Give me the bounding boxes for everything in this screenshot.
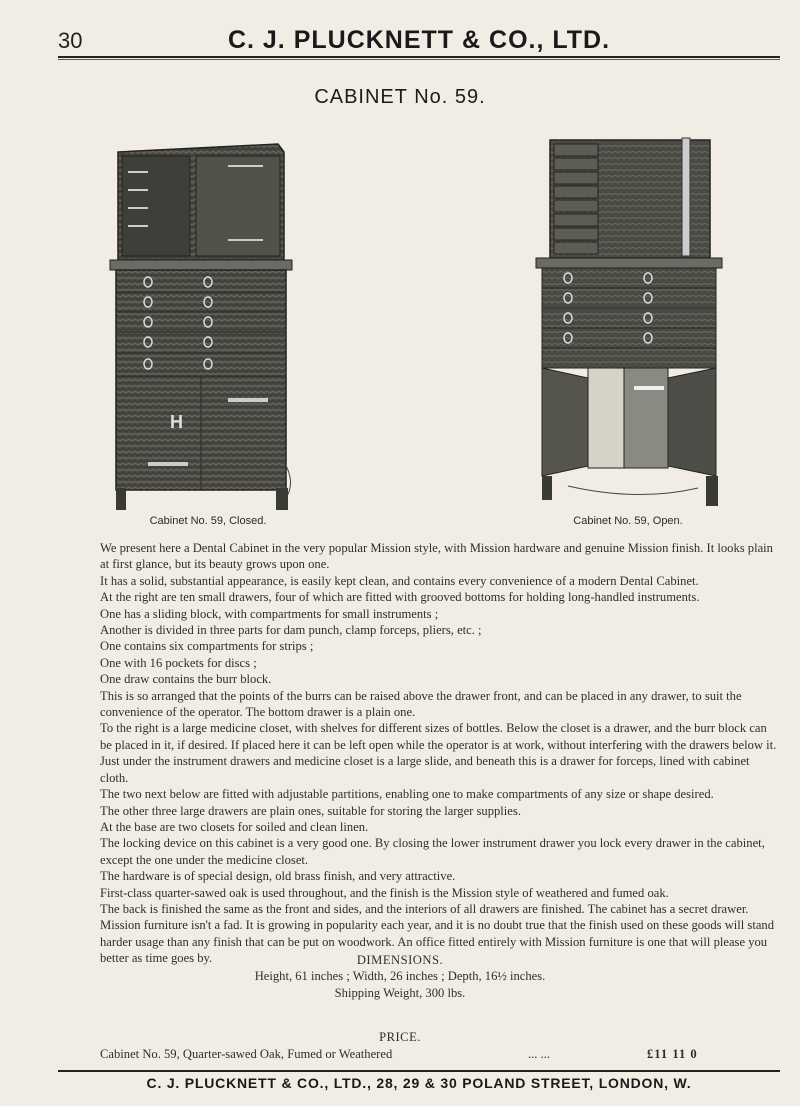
dimensions-line: Height, 61 inches ; Width, 26 inches ; Depth, 16½ inches.: [254, 969, 546, 984]
paragraph: Mission furniture isn't a fad. It is growing in popularity each year, and it is no doubt true that the finish used on these goods will stand harder usage than any finish that can be put on woodwork. An office fitted entirely with Mission furniture is one that will please you better as time goes by.: [100, 918, 775, 966]
paragraph: The locking device on this cabinet is a very good one. By closing the lower instrument drawer you lock every drawer in the cabinet, except the one under the medicine closet.: [100, 836, 765, 867]
dimensions-heading: DIMENSIONS.: [356, 953, 444, 967]
price-heading: PRICE.: [379, 1030, 421, 1044]
paragraph: At the right are ten small drawers, four of which are fitted with grooved bottoms for holding long-handled instruments.: [100, 590, 700, 605]
section-title: CABINET No. 59.: [314, 86, 486, 108]
paragraph: One contains six compartments for strips ;: [100, 639, 314, 654]
paragraph: First-class quarter-sawed oak is used throughout, and the finish is the Mission style of weathered and fumed oak.: [100, 885, 669, 900]
paragraph: One draw contains the burr block.: [100, 672, 272, 687]
paragraph: One has a sliding block, with compartments for small instruments ;: [100, 606, 439, 621]
footer-address: C. J. PLUCKNETT & CO., LTD., 28, 29 & 30 POLAND STREET, LONDON, W.: [146, 1075, 692, 1091]
paragraph: The back is finished the same as the front and sides, and the interiors of all drawers are finished. The cabinet has a secret drawer.: [100, 901, 749, 916]
price-item: Cabinet No. 59, Quarter-sawed Oak, Fumed or Weathered: [100, 1047, 393, 1061]
price-amount: £11 11 0: [647, 1047, 698, 1061]
paragraph: This is so arranged that the points of the burrs can be raised above the drawer front, and can be placed in any drawer, to suit the convenience of the operator. The bottom drawer is a plain one.: [100, 688, 742, 720]
cabinet-closed-illustration: [108, 132, 308, 512]
footer-rule: [58, 1070, 780, 1072]
paragraph: The other three large drawers are plain ones, suitable for storing the larger supplies.: [100, 803, 521, 818]
page-header: [58, 26, 780, 56]
figure-caption-closed: Cabinet No. 59, Closed.: [149, 515, 267, 527]
shipping-weight: Shipping Weight, 300 lbs.: [334, 985, 466, 1000]
header-rule: [58, 56, 780, 58]
paragraph: Another is divided in three parts for dam punch, clamp forceps, pliers, etc. ;: [100, 623, 482, 638]
paragraph: One with 16 pockets for discs ;: [100, 655, 257, 670]
description-text: [100, 540, 780, 967]
paragraph: At the base are two closets for soiled and clean linen.: [100, 819, 369, 834]
running-title: C. J. PLUCKNETT & CO., LTD.: [227, 26, 611, 54]
paragraph: The hardware is of special design, old brass finish, and very attractive.: [100, 869, 456, 884]
paragraph: It has a solid, substantial appearance, is easily kept clean, and contains every convenience of a modern Dental Cabinet.: [100, 573, 699, 588]
dimensions-block: [0, 952, 800, 1001]
figure-caption-open: Cabinet No. 59, Open.: [573, 515, 683, 527]
paragraph: Just under the instrument drawers and medicine closet is a large slide, and beneath this is a drawer for forceps, lined with cabinet cloth.: [100, 754, 750, 785]
page-number: 30: [58, 28, 83, 53]
price-line: [100, 1047, 780, 1062]
price-leader: ... ...: [528, 1047, 551, 1061]
svg-text:H: H: [170, 412, 183, 432]
paragraph: We present here a Dental Cabinet in the very popular Mission style, with Mission hardware and genuine Mission finish. It looks plain at first glance, but its beauty grows upon one.: [100, 541, 773, 572]
header-rule-thin: [58, 59, 780, 60]
paragraph: The two next below are fitted with adjustable partitions, enabling one to make compartments of any size or shape desired.: [100, 787, 714, 802]
paragraph: To the right is a large medicine closet, with shelves for different sizes of bottles. Below the closet is a drawer, and the burr block can be placed in it, if desired. If placed here it can be left open while the operator is at work, without interfering with the drawers below it.: [100, 721, 777, 752]
cabinet-open-illustration: [528, 126, 728, 512]
